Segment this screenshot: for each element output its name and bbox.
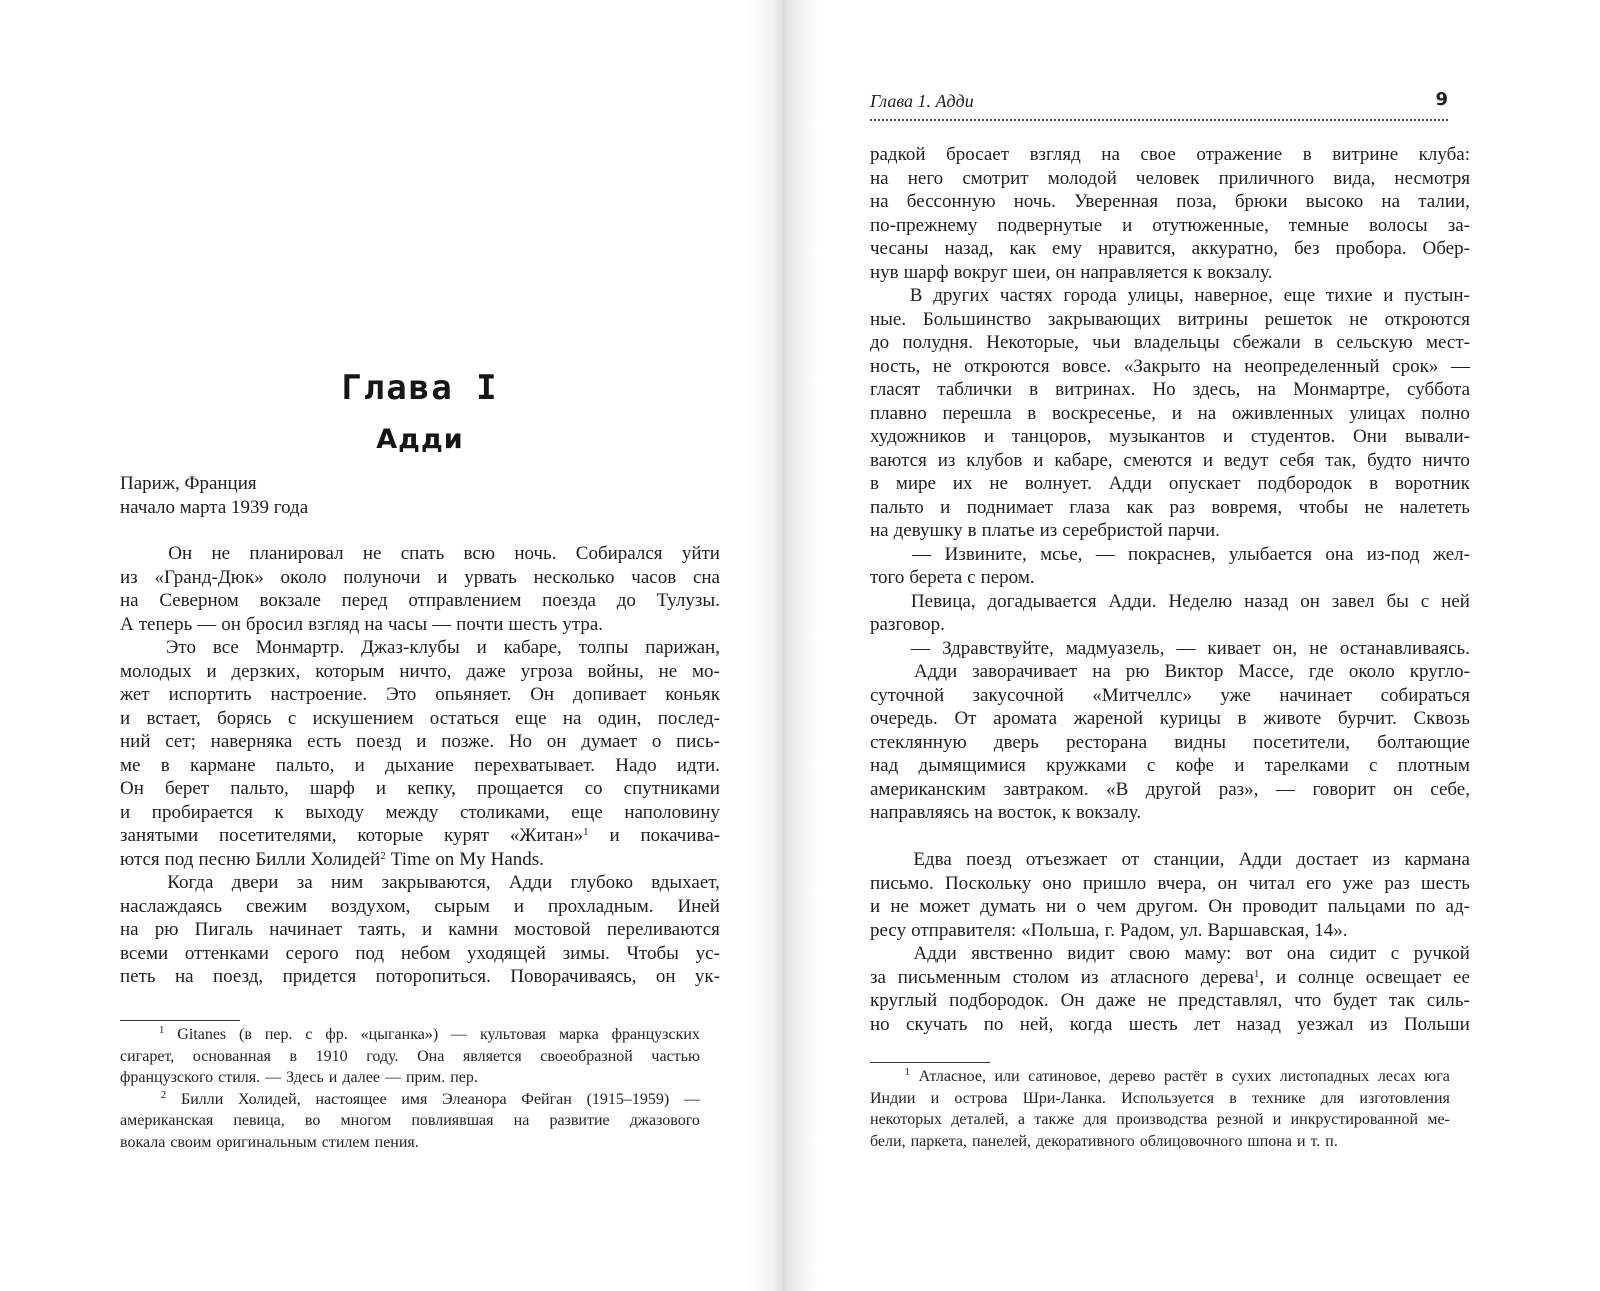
text-line: направляясь на восток, к вокзалу.: [870, 802, 1142, 823]
text-line: — Извините, мсье, — покраснев, улыбается она из-под жел-: [912, 543, 1470, 565]
text-line: гласят таблички в витринах. Но здесь, на Монмартре, суббота: [870, 379, 1470, 400]
text-line: Адди явственно видит свою маму: вот она сидит с ручкой: [913, 943, 1470, 964]
text-line: на Северном вокзале перед отправлением поезда до Тулузы.: [120, 590, 720, 611]
page-number: 9: [1435, 89, 1448, 110]
text-line: $^2$ Билли Холидей, настоящее имя Элеанора Фейган (1915–1959) —: [160, 1088, 700, 1108]
text-line: над дымящимися кружками с кофе и тарелками с плотным: [870, 755, 1470, 776]
text-line: Адди заворачивает на рю Виктор Массе, где около кругло-: [913, 661, 1470, 682]
text-line: ные. Большинство закрывающих витрины решеток не откроются: [870, 308, 1470, 330]
text-line: ность, не откроются вовсе. «Закрыто на неопределенный срок» —: [870, 355, 1470, 377]
text-line: Когда двери за ним закрываются, Адди глубоко вдыхает,: [167, 872, 720, 893]
text-line: радкой бросает взгляд на свое отражение в витрине клуба:: [870, 144, 1470, 165]
text-line: занятыми посетителями, которые курят «Житан»$^1$ и покачива-: [120, 825, 720, 846]
header-dotted-rule: [870, 119, 1448, 121]
right-footnote-rule: [870, 1062, 990, 1063]
text-line: некоторых деталей, а также для производства резной и инкрустированной ме-: [870, 1111, 1450, 1128]
running-head: [870, 91, 1448, 115]
date-line: начало марта 1939 года: [120, 497, 309, 518]
text-line: круглый подбородок. Он даже не представлял, что будет так силь-: [870, 990, 1470, 1011]
text-line: жет испортить настроение. Это опьяняет. Он допивает коньяк: [120, 684, 720, 705]
text-line: сигарет, основанная в 1910 году. Она является своеобразной частью: [120, 1047, 700, 1065]
text-line: ются под песню Билли Холидей$^2$ Time on My Hands.: [120, 848, 544, 870]
place-line: Париж, Франция: [120, 473, 257, 494]
text-line: до полудня. Некоторые, чьи владельцы сбежали в сельскую мест-: [870, 332, 1470, 353]
text-line: Это все Монмартр. Джаз-клубы и кабаре, толпы парижан,: [165, 637, 720, 658]
text-line: на девушку в платье из серебристой парчи.: [870, 520, 1220, 541]
text-line: и пробирается к выходу между столиками, еще наполовину: [120, 801, 720, 823]
text-line: американским завтраком. «В другой раз», — говорит он себе,: [870, 778, 1470, 800]
text-line: по-прежнему подвернутые и отутюженные, темные волосы за-: [870, 214, 1470, 236]
text-line: ме в кармане пальто, и дыхание перехватывает. Надо идти.: [120, 754, 720, 776]
text-line: петь на поезд, придется поторопиться. Поворачиваясь, он ук-: [120, 966, 720, 987]
text-line: французского стиля. — Здесь и далее — прим. пер.: [120, 1069, 478, 1086]
text-line: ваются из клубов и кабаре, смеются и ведут себя так, будто ничто: [870, 449, 1470, 471]
text-line: плавно перешла в воскресенье, и на оживленных улицах полно: [870, 402, 1470, 424]
text-line: Он не планировал не спать всю ночь. Собирался уйти: [168, 543, 720, 564]
text-line: Он берет пальто, шарф и кепку, прощается со спутниками: [120, 778, 720, 799]
text-line: — Здравствуйте, мадмуазель, — кивает он, не останавливаясь.: [911, 637, 1470, 659]
text-line: молодых и дерзких, которым ничто, даже угроза войны, не мо-: [120, 660, 720, 682]
text-line: из «Гранд-Дюк» около полуночи и урвать несколько часов сна: [120, 566, 720, 588]
text-line: разговор.: [870, 614, 945, 635]
text-line: Певица, догадывается Адди. Неделю назад он завел бы с ней: [910, 590, 1470, 612]
text-line: но скучать по ней, когда шесть лет назад уезжал из Польши: [870, 1013, 1470, 1035]
text-line: всеми оттенками серого под небом уходящей зимы. Чтобы ус-: [120, 942, 720, 964]
chapter-heading: Глава I: [341, 368, 499, 408]
place-date: [120, 472, 720, 520]
text-line: А теперь — он бросил взгляд на часы — почти шесть утра.: [120, 613, 604, 635]
section-break: [870, 825, 1470, 849]
text-line: $^1$ Gitanes (в пер. с фр. «цыганка») — культовая марка французских: [158, 1024, 700, 1043]
chapter-name: Адди: [376, 424, 464, 455]
running-head-title: Глава 1. Адди: [870, 91, 974, 111]
text-line: на бессонную ночь. Уверенная поза, брюки высоко на талии,: [870, 191, 1470, 212]
text-line: стеклянную дверь ресторана видны посетители, болтающие: [870, 731, 1470, 753]
text-line: того берета с пером.: [870, 567, 1035, 588]
text-line: бели, паркета, панелей, декоративного облицовочного шпона и т. п.: [870, 1132, 1338, 1150]
text-line: и встает, борясь с искушением остаться еще на один, послед-: [120, 707, 720, 729]
text-line: В других частях города улицы, наверное, еще тихие и пустын-: [909, 285, 1470, 306]
right-body-text: [870, 143, 1470, 1036]
left-footnotes: [120, 1024, 700, 1153]
text-line: американская певица, во многом повлиявшая на развитие джазового: [120, 1112, 700, 1129]
text-line: суточной закусочной «Митчеллс» уже начинает собираться: [870, 684, 1470, 706]
text-line: нув шарф вокруг шеи, он направляется к вокзалу.: [870, 261, 1273, 283]
text-line: на него смотрит молодой человек приличного вида, несмотря: [870, 167, 1470, 189]
text-line: чесаны назад, как ему нравится, аккуратно, без пробора. Обер-: [870, 238, 1470, 259]
text-line: наслаждаясь свежим воздухом, сырым и прохладным. Иней: [120, 895, 720, 917]
right-footnotes: [870, 1066, 1450, 1152]
left-body-text: [120, 542, 720, 989]
text-line: за письменным столом из атласного дерева$^1$, и солнце освещает ее: [870, 966, 1470, 988]
text-line: в мире их не волнует. Адди опускает подбородок в воротник: [870, 473, 1470, 494]
left-footnote-rule: [120, 1020, 240, 1021]
text-line: вокала своим оригинальным стилем пения.: [120, 1133, 419, 1151]
right-page: [790, 0, 1600, 1291]
text-line: Индии и острова Шри-Ланка. Используется в технике для изготовления: [870, 1089, 1450, 1107]
text-line: ний сет; наверняка есть поезд и позже. Но он думает о пись-: [120, 731, 720, 752]
text-line: и не может думать ни о чем другом. Он проводит пальцами по ад-: [870, 896, 1470, 917]
text-line: очередь. От аромата жареной курицы в животе бурчит. Сквозь: [870, 708, 1470, 729]
left-page: [0, 0, 780, 1291]
text-line: $^1$ Атласное, или сатиновое, дерево растёт в сухих листопадных лесах юга: [904, 1066, 1450, 1085]
text-line: письмо. Поскольку оно пришло вчера, он читал его уже раз шесть: [870, 872, 1470, 894]
text-line: Едва поезд отъезжает от станции, Адди достает из кармана: [913, 849, 1470, 870]
text-line: пальто и поднимает глаза как раз вовремя, чтобы не налететь: [870, 496, 1470, 518]
text-line: художников и танцоров, музыкантов и студентов. Они вывали-: [870, 426, 1470, 447]
text-line: ресу отправителя: «Польша, г. Радом, ул. Варшавская, 14».: [870, 919, 1348, 941]
text-line: на рю Пигаль начинает таять, и камни мостовой переливаются: [120, 919, 720, 940]
